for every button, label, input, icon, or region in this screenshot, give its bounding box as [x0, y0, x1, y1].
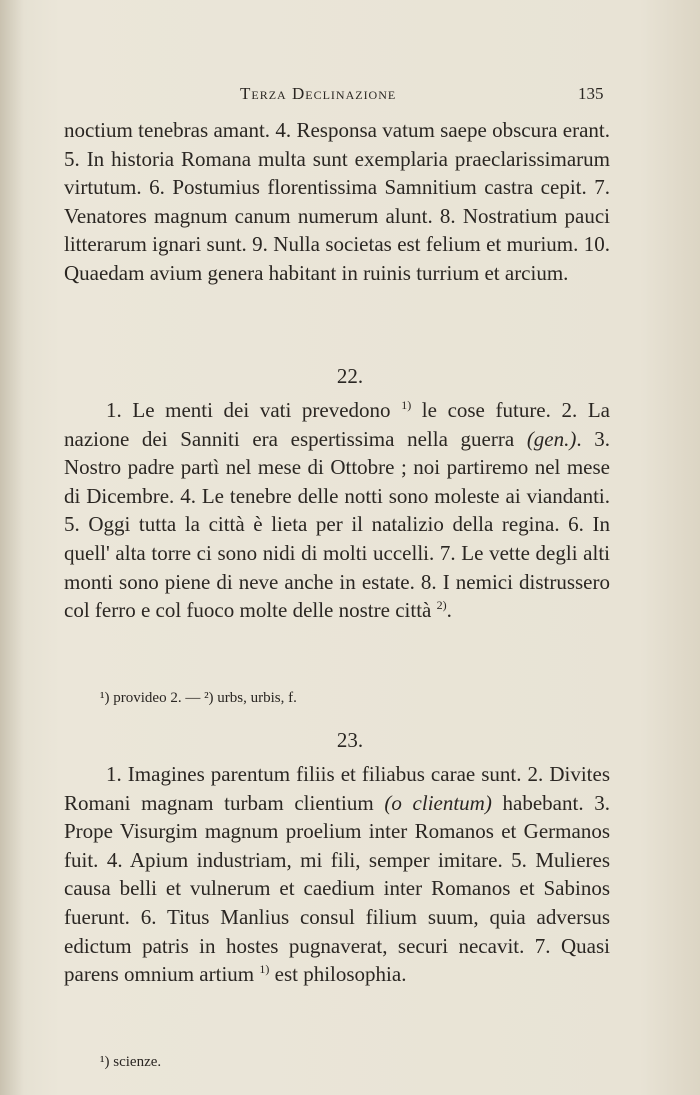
exercise-22-text [64, 396, 610, 625]
footnote-marker: 1) [259, 962, 270, 977]
exercise-21-continuation: noctium tenebras amant. 4. Responsa vatum saepe obscura erant. 5. In historia Romana multa sunt exemplaria praeclarissimarum virtutum. 6. Postumius florentissima Samnitium castra cepit. 7. Venatores magnum canum numerum alunt. 8. Nostratium pauci litterarum ignari sunt. 9. Nulla societas est felium et murium. 10. Quaedam avium genera habitant in ruinis turrium et arcium. [64, 118, 610, 285]
exercise-22-part-1: 1. Le menti dei vati prevedono [106, 398, 391, 422]
exercise-22-footnote: ¹) provideo 2. — ²) urbs, urbis, f. [100, 690, 297, 706]
footnote-marker: 1) [401, 398, 412, 412]
exercise-22-part-2: le cose future. 2. La nazione dei Sanniti era espertissima nella guerra [64, 398, 611, 451]
exercise-22-part-3: . 3. Nostro padre partì nel mese di Ottobre ; noi partiremo nel mese di Dicembre. 4. Le tenebre delle notti sono moleste ai viandanti. 5. Oggi tutta la città è lieta per il natalizio della regina. 6. In quell' alta torre ci sono nidi di molti uccelli. 7. Le vette degli alti monti sono piene di neve anche in estate. 8. I nemici distrussero col ferro e col fuoco molte delle nostre città [64, 426, 611, 623]
grammar-hint: (gen.) [526, 426, 577, 451]
exercise-23-part-3: est philosophia. [269, 962, 407, 987]
alternate-form: (o clientum) [384, 790, 492, 815]
page-number: 135 [578, 84, 604, 103]
exercise-22-part-4: . [446, 598, 452, 623]
exercise-23-part-1: 1. Imagines parentum filiis et filiabus carae sunt. 2. Divites Romani magnam turbam clientium [64, 762, 610, 815]
running-title: Terza Declinazione [240, 84, 397, 103]
exercise-23-part-2: habebant. 3. Prope Visurgim magnum proelium inter Romanos et Germanos fuit. 4. Apium industriam, mi fili, semper imitare. 5. Mulieres causa belli et vulnerum et caedium inter Romanos et Sabinos fuerunt. 6. Titus Manlius consul filium suum, quia adversus edictum patris in hostes pugnaverat, securi necavit. 7. Quasi parens omnium artium [64, 790, 611, 987]
exercise-22-number: 22. [336, 364, 364, 388]
exercise-23-number: 23. [336, 728, 364, 752]
exercise-23-footnote: ¹) scienze. [100, 1054, 162, 1070]
footnote-marker: 2) [436, 598, 447, 613]
exercise-23-text [64, 760, 610, 989]
page-header [0, 84, 700, 106]
